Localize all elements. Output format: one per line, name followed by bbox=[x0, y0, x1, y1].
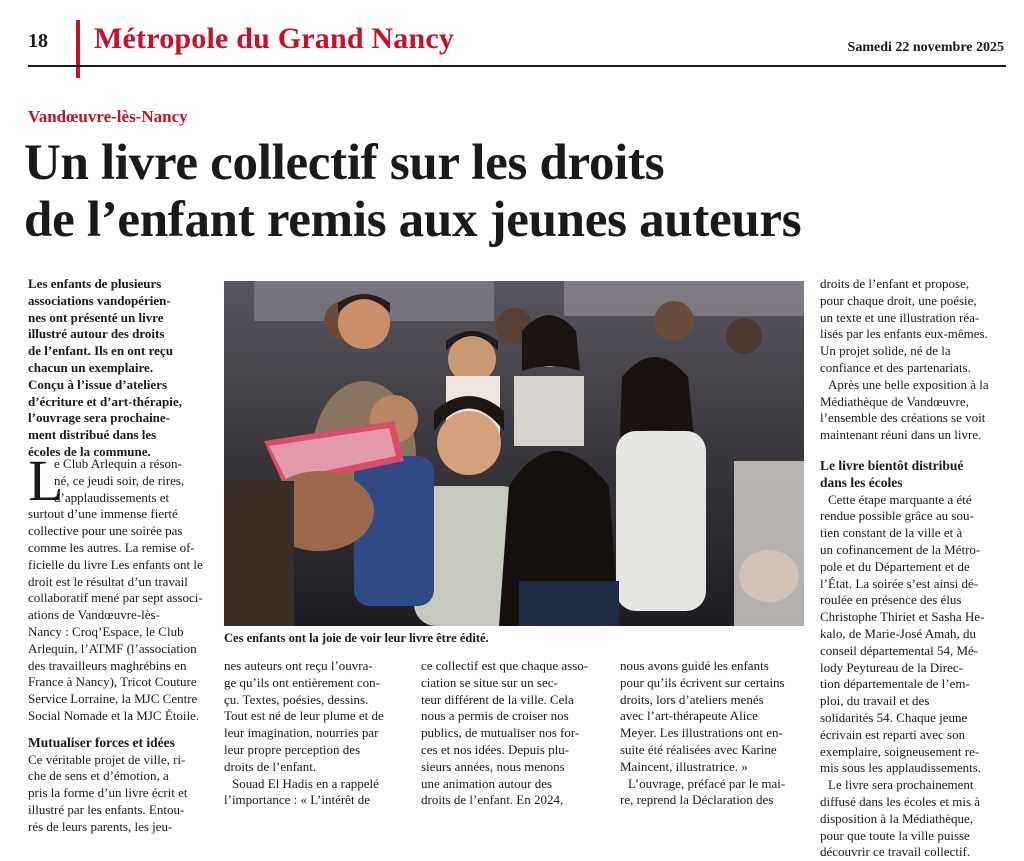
body-line: l’État. La soirée s’est ainsi dé- bbox=[820, 575, 979, 591]
body-line: Social Nomade et la MJC Étoile. bbox=[28, 707, 200, 723]
column-3 bbox=[421, 658, 607, 809]
body-line: ciation se situe sur un sec- bbox=[421, 674, 558, 690]
photo-caption: Ces enfants ont la joie de voir leur livre être édité. bbox=[224, 631, 489, 645]
lead-line: l’ouvrage sera prochaine- bbox=[28, 410, 171, 426]
body-line: suite été réalisées avec Karine bbox=[620, 741, 777, 757]
article-lead bbox=[28, 276, 206, 461]
body-line: pour qu’ils écrivent sur certains bbox=[620, 674, 785, 690]
body-line: pour que toute la ville puisse bbox=[820, 827, 970, 843]
body-line: e Club Arlequin a réson- bbox=[54, 456, 182, 471]
body-line: kalo, de Marie-José Amah, du bbox=[820, 625, 976, 641]
body-line: maintenant réuni dans un livre. bbox=[820, 427, 982, 443]
body-line: Tout est né de leur plume et de bbox=[224, 708, 384, 724]
body-line: ces et nos idées. Depuis plu- bbox=[421, 741, 570, 757]
body-line: Après une belle exposition à la bbox=[828, 376, 989, 392]
body-line: çu. Textes, poésies, dessins. bbox=[224, 691, 369, 707]
body-line: Maincent, illustratrice. » bbox=[620, 758, 748, 774]
body-line: Arlequin, l’ATMF (l’association bbox=[28, 640, 197, 656]
body-line: ations de Vandœuvre-lès- bbox=[28, 607, 160, 623]
body-line: sieurs années, nous menons bbox=[421, 758, 565, 774]
body-line: Médiathèque de Vandœuvre, bbox=[820, 393, 969, 409]
body-line: droits de l’enfant. bbox=[224, 758, 317, 774]
body-line: Souad El Hadis en a rappelé bbox=[232, 775, 379, 791]
body-line: un cofinancement de la Métro- bbox=[820, 541, 981, 557]
column-5 bbox=[820, 276, 1006, 861]
body-line: ficielle du livre Les enfants ont le bbox=[28, 556, 203, 572]
drop-cap: L bbox=[28, 448, 64, 513]
body-line: leur imagination, nourries par bbox=[224, 725, 379, 741]
body-line: teur différent de la ville. Cela bbox=[421, 691, 574, 707]
body-line: roulée en présence des élus bbox=[820, 592, 962, 608]
body-line: ge qu’ils ont entièrement con- bbox=[224, 674, 380, 690]
body-line: publics, de mutualiser nos for- bbox=[421, 725, 580, 741]
issue-date: Samedi 22 novembre 2025 bbox=[847, 40, 1004, 55]
body-line: écrivain est reparti avec son bbox=[820, 726, 966, 742]
column-4 bbox=[620, 658, 806, 809]
body-line: Nancy : Croq’Espace, le Club bbox=[28, 623, 184, 639]
body-line: illustré par les enfants. Entou- bbox=[28, 801, 185, 817]
body-line: un texte et une illustration réa- bbox=[820, 309, 980, 325]
body-line: l’importance : « L’intérêt de bbox=[224, 792, 371, 808]
body-line: pour chaque droit, une poésie, bbox=[820, 292, 977, 308]
body-line: Christophe Thiriet et Sasha He- bbox=[820, 609, 985, 625]
body-line: tion départementale de l’em- bbox=[820, 676, 970, 692]
body-line: Cette étape marquante a été bbox=[828, 491, 972, 507]
body-line: l’ensemble des créations se voit bbox=[820, 410, 986, 426]
section-title: Métropole du Grand Nancy bbox=[94, 22, 455, 55]
body-line: conseil départemental 54, Mé- bbox=[820, 642, 979, 658]
body-line: nous a permis de croiser nos bbox=[421, 708, 569, 724]
lead-line: illustré autour des droits bbox=[28, 326, 165, 342]
body-line: droits, lors d’ateliers menés bbox=[620, 691, 764, 707]
body-line: Le livre sera prochainement bbox=[828, 777, 974, 793]
lead-line: nes ont présenté un livre bbox=[28, 309, 164, 325]
body-line: disposition à la Médiathèque, bbox=[820, 810, 974, 826]
lead-line: ment distribué dans les bbox=[28, 427, 157, 443]
body-line: ce collectif est que chaque asso- bbox=[421, 658, 589, 673]
body-line: diffusé dans les écoles et mis à bbox=[820, 793, 981, 809]
body-line: nes auteurs ont reçu l’ouvra- bbox=[224, 658, 373, 673]
page-number: 18 bbox=[28, 30, 48, 52]
body-line: mis sous les applaudissements. bbox=[820, 760, 982, 776]
body-line: pris la forme d’un livre écrit et bbox=[28, 785, 188, 801]
body-line: rés de leurs parents, les jeu- bbox=[28, 818, 173, 834]
body-line: droits de l’enfant. En 2024, bbox=[421, 792, 564, 808]
body-line: pole et du Département et de bbox=[820, 558, 970, 574]
body-line: découvrir ce travail collectif. bbox=[820, 844, 971, 860]
body-line: collaboratif mené par sept associ- bbox=[28, 590, 203, 606]
body-line: surtout d’une immense fierté bbox=[28, 506, 178, 522]
subhead-livre-line: Le livre bientôt distribué bbox=[820, 457, 964, 473]
body-line: lody Peytureau de la Direc- bbox=[820, 659, 963, 675]
subhead-livre-line: dans les écoles bbox=[820, 474, 903, 490]
body-line: d’applaudissements et bbox=[54, 489, 170, 505]
lead-line: écoles de la commune. bbox=[28, 443, 151, 459]
body-line: re, reprend la Déclaration des bbox=[620, 792, 774, 808]
lead-line: Conçu à l’issue d’ateliers bbox=[28, 376, 168, 392]
lead-line: d’écriture et d’art-thérapie, bbox=[28, 393, 182, 409]
headline-line-2: de l’enfant remis aux jeunes auteurs bbox=[24, 192, 802, 248]
body-line: ploi, du travail et des bbox=[820, 693, 930, 709]
headline-line-1: Un livre collectif sur les droits bbox=[24, 135, 665, 191]
body-line: une animation autour des bbox=[421, 775, 553, 791]
column-2 bbox=[224, 658, 404, 809]
body-line: confiance et des partenariats. bbox=[820, 359, 971, 375]
body-line: L’ouvrage, préfacé par le mai- bbox=[628, 775, 786, 791]
article-kicker: Vandœuvre-lès-Nancy bbox=[28, 107, 188, 126]
body-line: nous avons guidé les enfants bbox=[620, 658, 769, 673]
body-line: collective pour une soirée pas bbox=[28, 523, 183, 539]
body-line: Un projet solide, né de la bbox=[820, 343, 951, 359]
lead-line: Les enfants de plusieurs bbox=[28, 276, 162, 291]
body-line: né, ce jeudi soir, de rires, bbox=[54, 472, 185, 488]
lead-line: de l’enfant. Ils en ont reçu bbox=[28, 343, 173, 359]
body-line: avec l’art-thérapeute Alice bbox=[620, 708, 758, 724]
body-line: des travailleurs maghrébins en bbox=[28, 657, 187, 673]
body-line: che de sens et d’émotion, a bbox=[28, 768, 169, 784]
body-line: comme les autres. La remise of- bbox=[28, 539, 195, 555]
body-line: lisés par les enfants eux-mêmes. bbox=[820, 326, 988, 342]
article-photo bbox=[224, 281, 804, 626]
body-line: Ce véritable projet de ville, ri- bbox=[28, 751, 186, 767]
body-line: droit est le résultat d’un travail bbox=[28, 573, 188, 589]
body-line: exemplaire, soigneusement re- bbox=[820, 743, 980, 759]
lead-line: chacun un exemplaire. bbox=[28, 359, 154, 375]
lead-line: associations vandopérien- bbox=[28, 292, 171, 308]
body-line: Service Lorraine, la MJC Centre bbox=[28, 691, 198, 707]
body-line: droits de l’enfant et propose, bbox=[820, 276, 970, 291]
body-line: tien constant de la ville et à bbox=[820, 525, 963, 541]
header-rule bbox=[28, 65, 1006, 67]
body-line: Meyer. Les illustrations ont en- bbox=[620, 725, 783, 741]
subhead-mutualiser: Mutualiser forces et idées bbox=[28, 734, 175, 750]
body-line: solidarités 54. Chaque jeune bbox=[820, 709, 968, 725]
body-line: France à Nancy), Tricot Couture bbox=[28, 674, 197, 690]
photo-illustration bbox=[224, 281, 804, 626]
body-line: leur propre perception des bbox=[224, 741, 361, 757]
header-divider bbox=[76, 20, 80, 78]
body-line: rendue possible grâce au sou- bbox=[820, 508, 974, 524]
